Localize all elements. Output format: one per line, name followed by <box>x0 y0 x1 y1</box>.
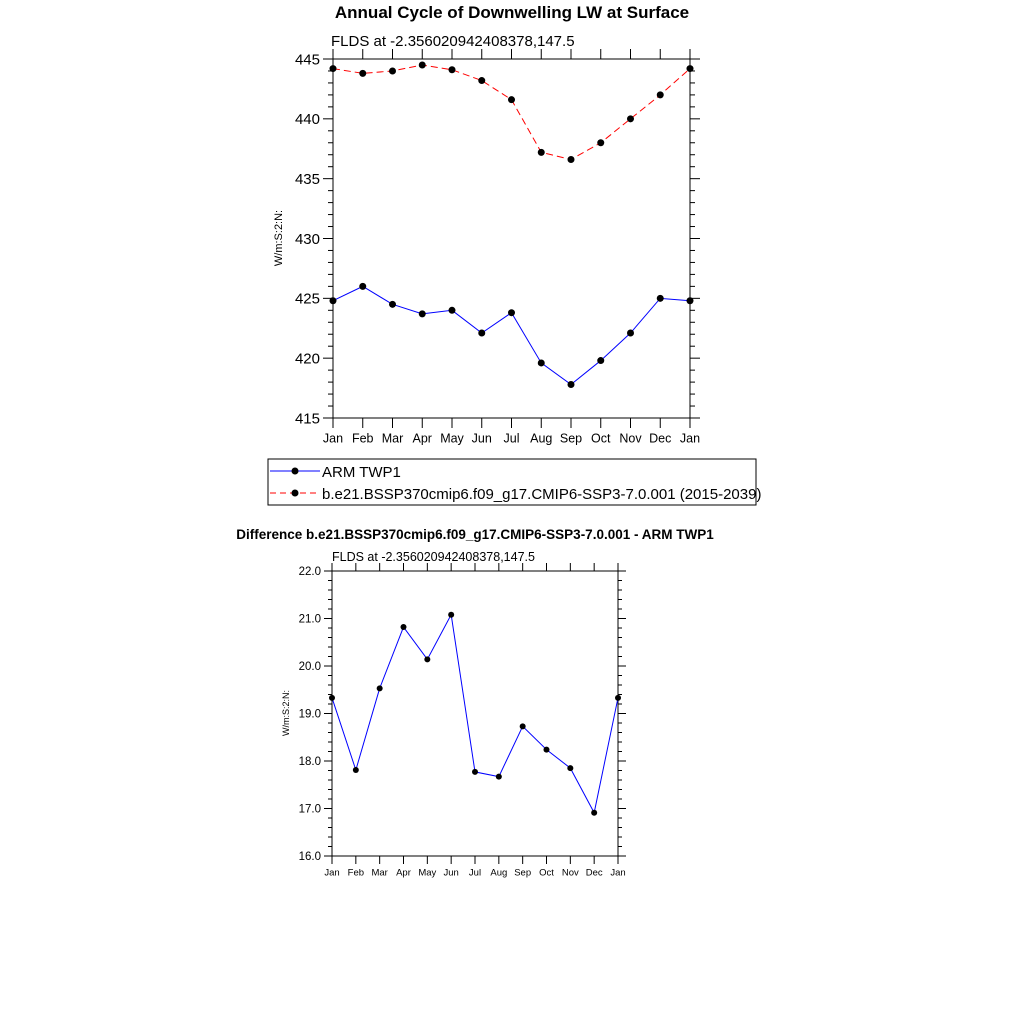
x-tick-label: May <box>418 867 437 879</box>
data-point <box>591 810 597 816</box>
data-point <box>687 65 694 72</box>
x-tick-label: Feb <box>351 431 374 446</box>
data-point <box>329 695 335 701</box>
chart1-y-axis-label: W/m:S:2:N: <box>273 209 285 267</box>
y-tick-label: 440 <box>294 111 320 129</box>
plot-frame <box>333 59 690 418</box>
data-point <box>520 723 526 729</box>
data-point <box>615 695 621 701</box>
data-point <box>544 747 550 753</box>
y-tick-label: 16.0 <box>298 851 321 864</box>
data-point <box>568 381 575 388</box>
data-point <box>597 139 604 146</box>
y-tick-label: 17.0 <box>298 803 321 816</box>
y-tick-label: 425 <box>294 290 320 308</box>
chart2-y-axis-label: W/m:S:2:N: <box>281 689 291 737</box>
x-tick-label: Jun <box>471 431 492 446</box>
y-tick-label: 430 <box>294 230 320 248</box>
chart1-series-group <box>330 61 694 388</box>
x-tick-label: Jan <box>679 431 701 446</box>
difference-chart <box>236 527 714 879</box>
data-point <box>627 115 634 122</box>
legend-marker-arm <box>292 468 299 475</box>
x-tick-label: Jul <box>468 867 482 879</box>
data-point <box>657 91 664 98</box>
series-line-1 <box>333 65 690 160</box>
x-tick-label: Jan <box>324 867 340 879</box>
data-point <box>478 77 485 84</box>
x-tick-label: Apr <box>412 431 432 446</box>
x-tick-label: Sep <box>514 867 532 879</box>
plot-frame <box>332 571 618 856</box>
y-tick-label: 445 <box>294 51 320 69</box>
data-point <box>330 65 337 72</box>
x-tick-label: Mar <box>381 431 404 446</box>
chart2-axes <box>299 563 626 879</box>
data-point <box>330 297 337 304</box>
x-tick-label: May <box>440 431 464 446</box>
annual-cycle-chart <box>268 3 761 505</box>
data-point <box>627 330 634 337</box>
data-point <box>496 774 502 780</box>
legend-label-model: b.e21.BSSP370cmip6.f09_g17.CMIP6-SSP3-7.0.001 (2015-2039) <box>322 486 762 503</box>
data-point <box>472 769 478 775</box>
x-tick-label: Nov <box>619 431 642 446</box>
x-tick-label: Dec <box>649 431 672 446</box>
x-tick-label: Sep <box>559 431 583 446</box>
data-point <box>597 357 604 364</box>
y-tick-label: 415 <box>294 410 320 428</box>
data-point <box>568 156 575 163</box>
x-tick-label: Oct <box>539 867 554 879</box>
data-point <box>424 656 430 662</box>
x-tick-label: Jan <box>610 867 626 879</box>
data-point <box>538 359 545 366</box>
data-point <box>449 66 456 73</box>
y-tick-label: 18.0 <box>298 756 321 769</box>
legend-marker-model <box>292 490 299 497</box>
x-tick-label: Aug <box>490 867 508 879</box>
legend-label-arm: ARM TWP1 <box>322 464 401 481</box>
x-tick-label: Feb <box>347 867 365 879</box>
x-tick-label: Aug <box>530 431 553 446</box>
data-point <box>359 283 366 290</box>
x-tick-label: Mar <box>371 867 388 879</box>
data-point <box>419 61 426 68</box>
data-point <box>389 67 396 74</box>
chart1-legend <box>268 459 761 505</box>
data-point <box>567 765 573 771</box>
data-point <box>508 309 515 316</box>
y-tick-label: 21.0 <box>298 613 321 626</box>
x-tick-label: Apr <box>396 867 411 879</box>
x-tick-label: Jul <box>503 431 520 446</box>
data-point <box>359 70 366 77</box>
chart2-subtitle: FLDS at -2.356020942408378,147.5 <box>332 550 535 564</box>
data-point <box>389 301 396 308</box>
x-tick-label: Dec <box>585 867 603 879</box>
chart2-series-group <box>329 612 621 816</box>
y-tick-label: 19.0 <box>298 708 321 721</box>
series-line-0 <box>333 286 690 384</box>
data-point <box>657 295 664 302</box>
series-line-0 <box>332 615 618 813</box>
y-tick-label: 20.0 <box>298 661 321 674</box>
data-point <box>478 330 485 337</box>
data-point <box>687 297 694 304</box>
data-point <box>538 149 545 156</box>
y-tick-label: 435 <box>294 170 320 188</box>
data-point <box>353 767 359 773</box>
data-point <box>448 612 454 618</box>
chart1-title: Annual Cycle of Downwelling LW at Surface <box>334 3 690 22</box>
data-point <box>377 685 383 691</box>
chart1-axes <box>295 49 700 446</box>
data-point <box>401 624 407 630</box>
chart2-title: Difference b.e21.BSSP370cmip6.f09_g17.CMIP6-SSP3-7.0.001 - ARM TWP1 <box>236 527 714 542</box>
data-point <box>449 307 456 314</box>
x-tick-label: Oct <box>591 431 611 446</box>
x-tick-label: Jun <box>443 867 459 879</box>
y-tick-label: 22.0 <box>298 566 321 579</box>
x-tick-label: Jan <box>322 431 344 446</box>
y-tick-label: 420 <box>294 350 320 368</box>
chart1-subtitle: FLDS at -2.356020942408378,147.5 <box>331 33 575 50</box>
x-tick-label: Nov <box>561 867 579 879</box>
data-point <box>508 96 515 103</box>
data-point <box>419 310 426 317</box>
